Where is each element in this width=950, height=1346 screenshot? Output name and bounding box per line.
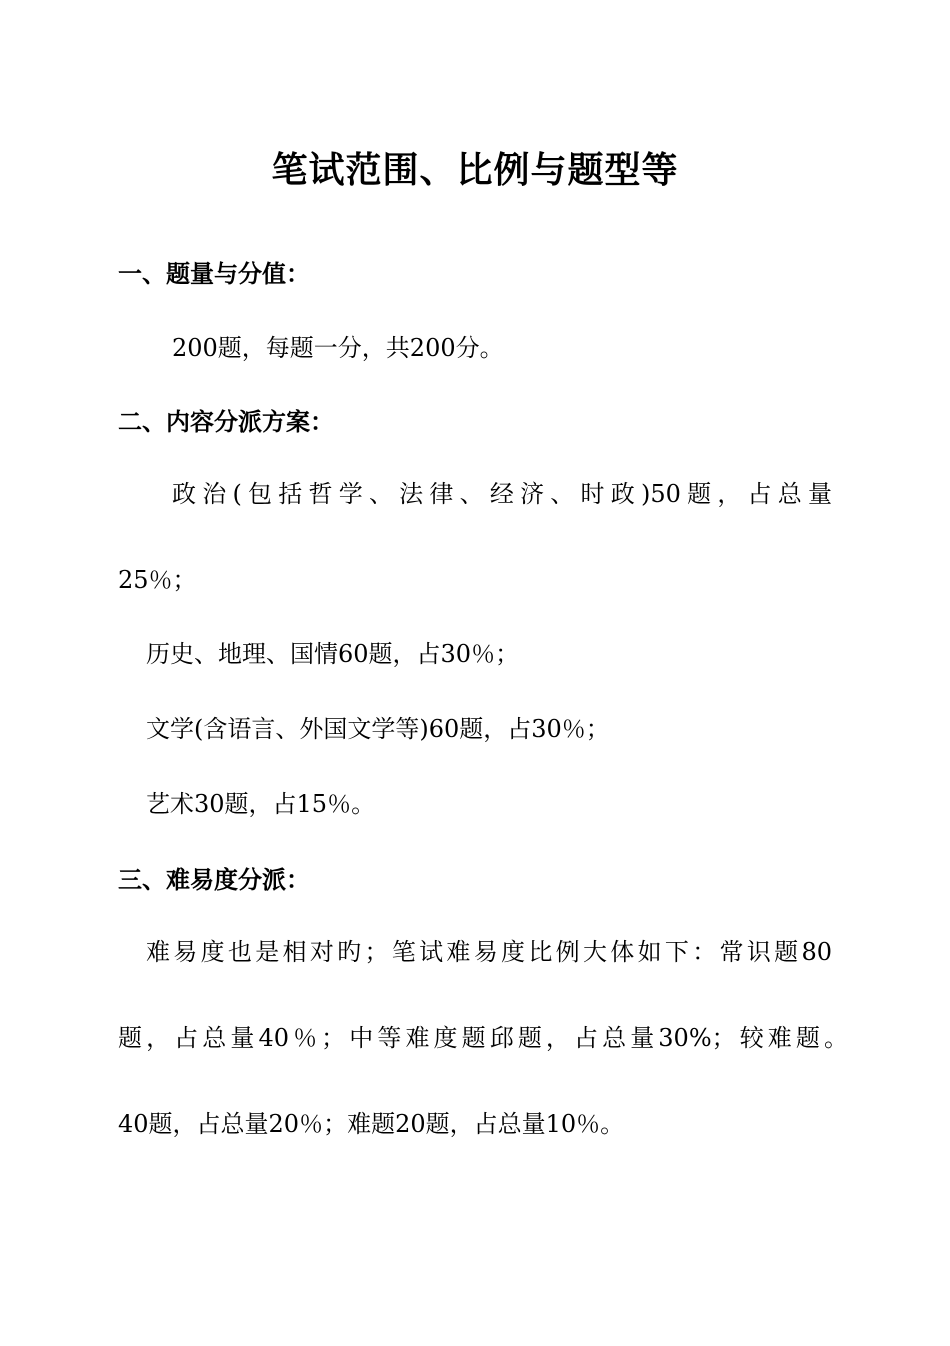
- section-heading-quantity: 一、题量与分值：: [118, 259, 310, 288]
- paragraph-line: 历史、地理、国情60题，占30％；: [146, 640, 520, 668]
- paragraph-line: 200题，每题一分，共200分。: [172, 334, 504, 362]
- paragraph-line: 题，占总量40％；中等难度题邱题，占总量30%；较难题。: [118, 1024, 848, 1052]
- paragraph-line: 25％；: [118, 566, 197, 594]
- paragraph-line: 艺术30题，占15％。: [146, 790, 376, 818]
- document-title: 笔试范围、比例与题型等: [271, 149, 679, 191]
- section-heading-difficulty: 三、难易度分派：: [118, 865, 310, 894]
- paragraph-line: 政治(包括哲学、法律、经济、时政)50题，占总量: [172, 480, 832, 508]
- section-heading-content-allocation: 二、内容分派方案：: [118, 407, 334, 436]
- paragraph-line: 难易度也是相对旳；笔试难易度比例大体如下：常识题80: [146, 938, 832, 966]
- paragraph-line: 文学(含语言、外国文学等)60题，占30％；: [146, 715, 610, 743]
- paragraph-line: 40题，占总量20％；难题20题，占总量10％。: [118, 1110, 625, 1138]
